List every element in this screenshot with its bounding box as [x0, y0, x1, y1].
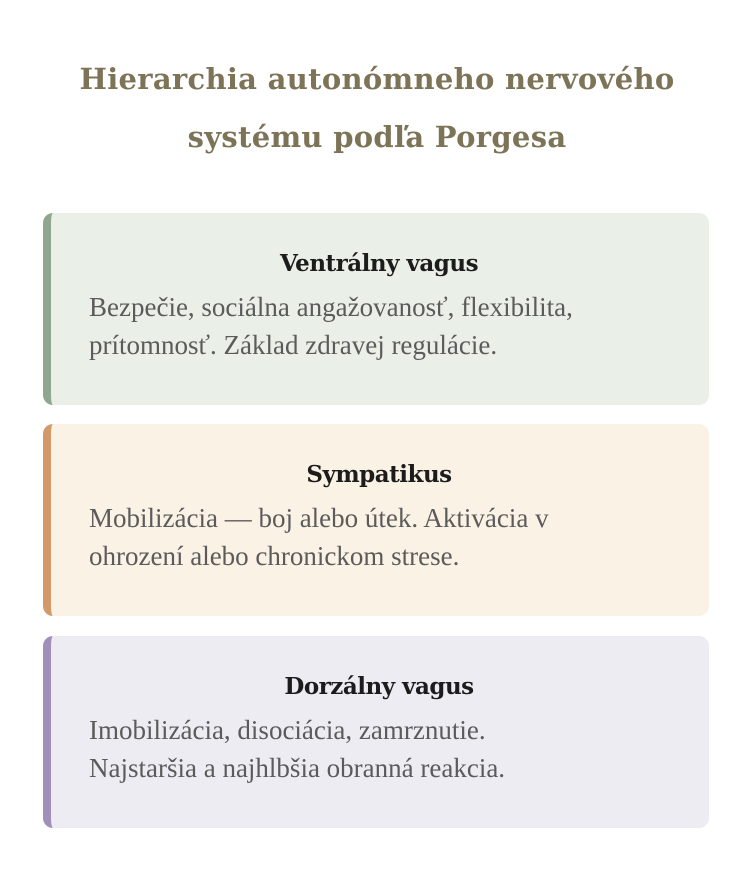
card-dorsal-vagus-description-line-1: Imobilizácia, disociácia, zamrznutie.	[89, 715, 486, 745]
card-dorsal-vagus	[43, 636, 709, 828]
card-sympathetic	[43, 424, 709, 616]
card-ventral-vagus-heading: Ventrálny vagus	[279, 250, 479, 277]
card-dorsal-vagus-description	[89, 711, 669, 787]
card-sympathetic-description-line-1: Mobilizácia — boj alebo útek. Aktivácia v	[89, 503, 549, 533]
card-ventral-vagus-description	[89, 288, 669, 364]
card-sympathetic-heading: Sympatikus	[306, 461, 452, 488]
card-sympathetic-description	[89, 499, 669, 575]
card-dorsal-vagus-description-line-2: Najstaršia a najhlbšia obranná reakcia.	[89, 753, 506, 783]
card-ventral-vagus-description-line-1: Bezpečie, sociálna angažovanosť, flexibilita,	[89, 292, 573, 322]
card-sympathetic-description-line-2: ohrození alebo chronickom strese.	[89, 541, 460, 571]
diagram-title-line-1: Hierarchia autonómneho nervového	[79, 62, 675, 96]
diagram-title	[0, 50, 754, 166]
card-ventral-vagus	[43, 213, 709, 405]
card-ventral-vagus-description-line-2: prítomnosť. Základ zdravej regulácie.	[89, 330, 498, 360]
card-dorsal-vagus-heading: Dorzálny vagus	[284, 673, 474, 700]
diagram-title-line-2: systému podľa Porgesa	[187, 120, 567, 154]
